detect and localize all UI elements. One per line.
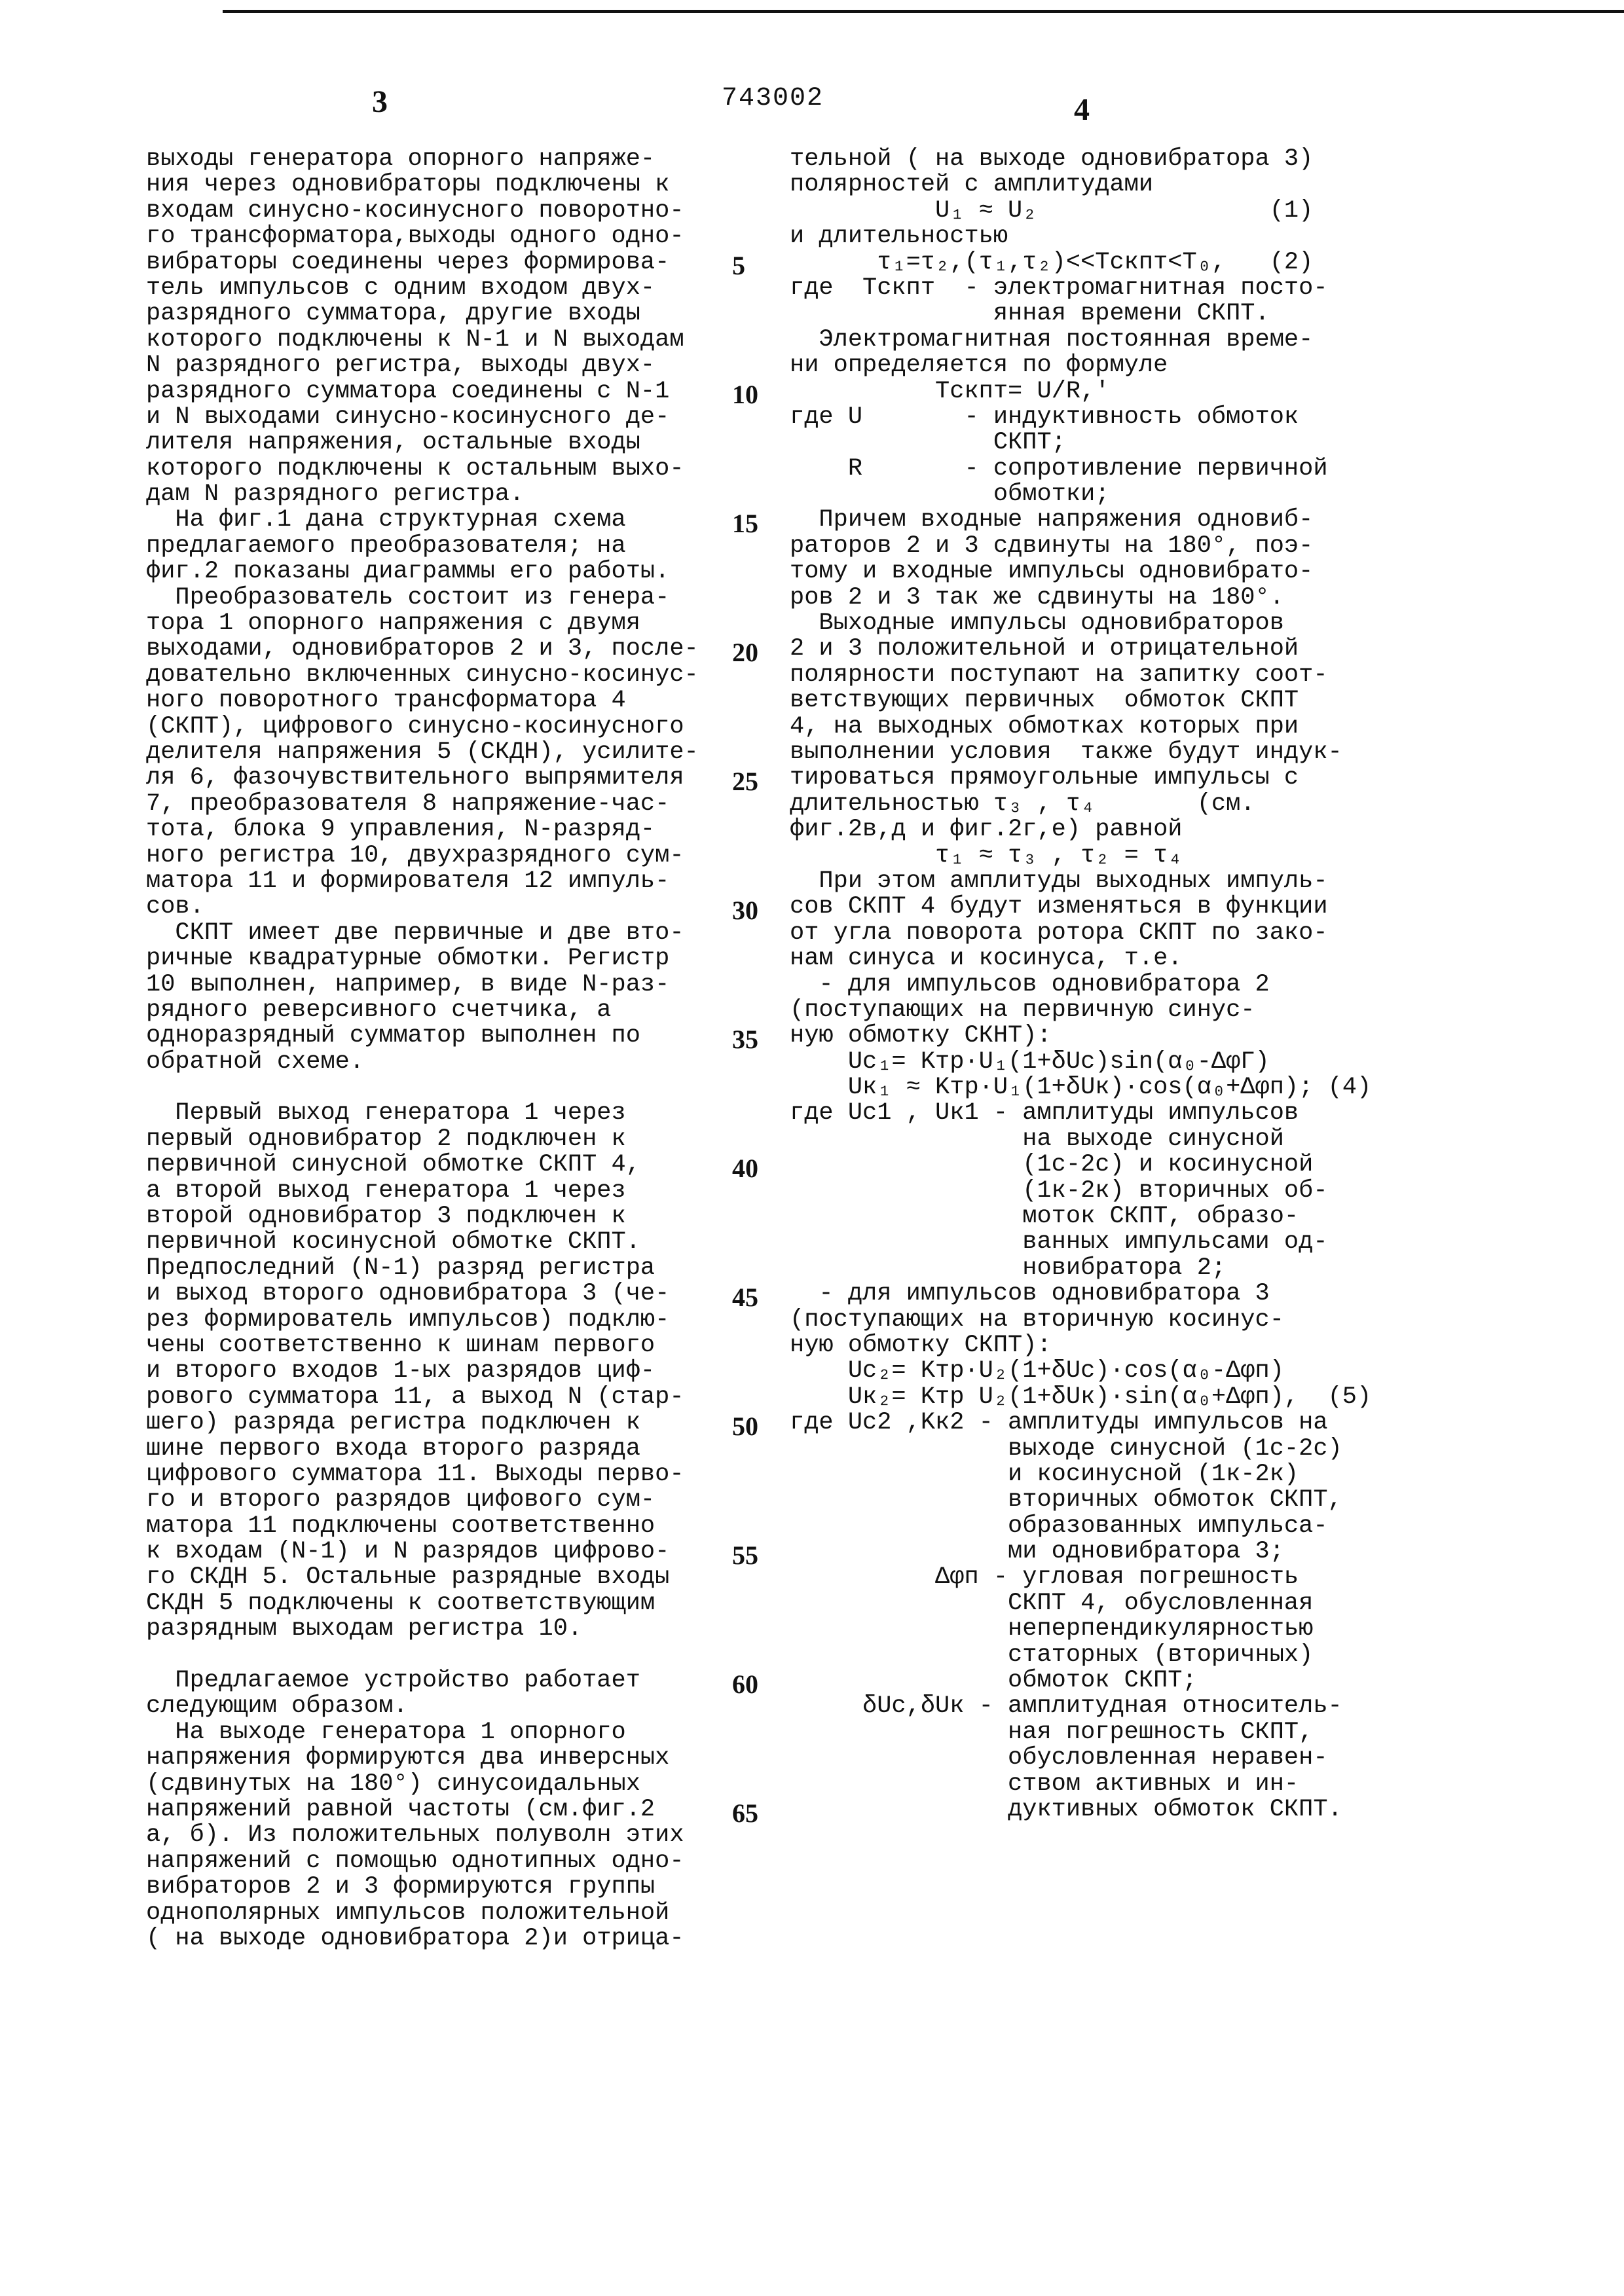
line-number: 50 <box>732 1411 758 1442</box>
text-line: напряжений равной частоты (см.фиг.2 <box>146 1797 699 1823</box>
text-line: τ₁ ≈ τ₃ , τ₂ = τ₄ <box>790 843 1371 869</box>
text-line: чены соответственно к шинам первого <box>146 1333 699 1358</box>
text-line: от угла поворота ротора СКПТ по зако- <box>790 920 1371 946</box>
text-line: Uc₁= Kтр·U₁(1+δUc)sin(α₀-ΔφГ) <box>790 1049 1371 1075</box>
page-number-right: 4 <box>1074 92 1090 128</box>
text-line: Uc₂= Kтр·U₂(1+δUc)·cos(α₀-Δφп) <box>790 1358 1371 1384</box>
text-line: и второго входов 1-ых разрядов циф- <box>146 1358 699 1384</box>
text-line: На выходе генератора 1 опорного <box>146 1720 699 1745</box>
text-line: 4, на выходных обмотках которых при <box>790 714 1371 740</box>
text-line: СКПТ 4, обусловленная <box>790 1591 1371 1616</box>
line-number: 15 <box>732 508 758 539</box>
text-line: рового сумматора 11, а выход N (стар- <box>146 1385 699 1410</box>
text-line: второй одновибратор 3 подключен к <box>146 1204 699 1230</box>
text-line: ля 6, фазочувствительного выпрямителя <box>146 765 699 791</box>
text-line: шине первого входа второго разряда <box>146 1436 699 1462</box>
text-line: δUc,δUк - амплитудная относитель- <box>790 1694 1371 1719</box>
text-line: первичной косинусной обмотке СКПТ. <box>146 1230 699 1255</box>
text-line: ния через одновибраторы подключены к <box>146 172 699 198</box>
text-line: моток СКПТ, образо- <box>790 1204 1371 1230</box>
text-line: образованных импульса- <box>790 1514 1371 1539</box>
text-line: полярности поступают на запитку соот- <box>790 663 1371 688</box>
text-line: сов СКПТ 4 будут изменяться в функции <box>790 894 1371 920</box>
text-line: ную обмотку СКПТ): <box>790 1333 1371 1358</box>
text-line: выходы генератора опорного напряже- <box>146 147 699 172</box>
text-line: тому и входные импульсы одновибрато- <box>790 559 1371 585</box>
text-line: На фиг.1 дана структурная схема <box>146 507 699 533</box>
text-line: делителя напряжения 5 (СКДН), усилите- <box>146 740 699 765</box>
text-line: матора 11 подключены соответственно <box>146 1514 699 1539</box>
text-line: разрядного сумматора, другие входы <box>146 301 699 327</box>
line-number: 5 <box>732 250 745 281</box>
text-line: U₁ ≈ U₂ (1) <box>790 198 1371 224</box>
text-line: го и второго разрядов цифового сум- <box>146 1487 699 1513</box>
right-column <box>790 147 1371 1823</box>
text-line: дам N разрядного регистра. <box>146 482 699 507</box>
text-line: ми одновибратора 3; <box>790 1539 1371 1565</box>
text-line: матора 11 и формирователя 12 импуль- <box>146 869 699 894</box>
text-line: рядного реверсивного счетчика, а <box>146 998 699 1023</box>
text-line: 7, преобразователя 8 напряжение-час- <box>146 792 699 817</box>
text-line: ного поворотного трансформатора 4 <box>146 688 699 714</box>
line-number: 40 <box>732 1153 758 1184</box>
text-line: тора 1 опорного напряжения с двумя <box>146 611 699 636</box>
text-line: разрядного сумматора соединены с N-1 <box>146 379 699 405</box>
text-line: которого подключены к N-1 и N выходам <box>146 327 699 353</box>
text-line <box>146 1075 699 1101</box>
text-line: и косинусной (1к-2к) <box>790 1462 1371 1487</box>
text-line: и длительностью <box>790 224 1371 249</box>
text-line: (сдвинутых на 180°) синусоидальных <box>146 1772 699 1797</box>
text-line: вибраторы соединены через формирова- <box>146 250 699 276</box>
text-line: СКПТ имеет две первичные и две вто- <box>146 920 699 946</box>
text-line: и выход второго одновибратора 3 (че- <box>146 1281 699 1307</box>
text-line: ством активных и ин- <box>790 1772 1371 1797</box>
text-line: ную обмотку СКНТ): <box>790 1023 1371 1049</box>
text-line: неперпендикулярностью <box>790 1616 1371 1642</box>
text-line: выходе синусной (1с-2с) <box>790 1436 1371 1462</box>
line-number: 10 <box>732 379 758 410</box>
text-line: выполнении условия также будут индук- <box>790 740 1371 765</box>
line-number: 60 <box>732 1669 758 1700</box>
text-line: цифрового сумматора 11. Выходы перво- <box>146 1462 699 1487</box>
text-line: янная времени СКПТ. <box>790 301 1371 327</box>
text-line: где Uc2 ,Kк2 - амплитуды импульсов на <box>790 1410 1371 1436</box>
text-line: одноразрядный сумматор выполнен по <box>146 1023 699 1049</box>
text-line: Предпоследний (N-1) разряд регистра <box>146 1256 699 1281</box>
text-line: N разрядного регистра, выходы двух- <box>146 353 699 378</box>
left-column <box>146 147 699 1952</box>
text-line: которого подключены к остальным выхо- <box>146 456 699 482</box>
text-line: однополярных импульсов положительной <box>146 1901 699 1926</box>
text-line: новибратора 2; <box>790 1256 1371 1281</box>
page-number-left: 3 <box>372 84 388 120</box>
text-line: (поступающих на первичную синус- <box>790 998 1371 1023</box>
text-line: обратной схеме. <box>146 1049 699 1075</box>
text-line: 10 выполнен, например, в виде N-раз- <box>146 972 699 998</box>
text-line: и N выходами синусно-косинусного де- <box>146 405 699 430</box>
text-line: на выходе синусной <box>790 1127 1371 1152</box>
text-line: (поступающих на вторичную косинус- <box>790 1307 1371 1333</box>
text-line: полярностей с амплитудами <box>790 172 1371 198</box>
text-line: Предлагаемое устройство работает <box>146 1668 699 1694</box>
text-line: предлагаемого преобразователя; на <box>146 534 699 559</box>
text-line: (1с-2с) и косинусной <box>790 1152 1371 1178</box>
text-line: Выходные импульсы одновибраторов <box>790 611 1371 636</box>
top-rule <box>223 10 1624 13</box>
text-line: τ₁=τ₂,(τ₁,τ₂)<<Tскпт<T₀, (2) <box>790 250 1371 276</box>
text-line: Первый выход генератора 1 через <box>146 1101 699 1126</box>
text-line: тель импульсов с одним входом двух- <box>146 276 699 301</box>
text-line: где U - индуктивность обмоток <box>790 405 1371 430</box>
text-line: дуктивных обмоток СКПТ. <box>790 1797 1371 1823</box>
text-line: выходами, одновибраторов 2 и 3, после- <box>146 636 699 662</box>
text-line: тироваться прямоугольные импульсы с <box>790 765 1371 791</box>
text-line: ного регистра 10, двухразрядного сум- <box>146 843 699 869</box>
text-line: СКПТ; <box>790 430 1371 456</box>
text-line: ров 2 и 3 так же сдвинуты на 180°. <box>790 585 1371 611</box>
text-line: тельной ( на выходе одновибратора 3) <box>790 147 1371 172</box>
text-line: вибраторов 2 и 3 формируются группы <box>146 1874 699 1900</box>
text-line: довательно включенных синусно-косинус- <box>146 663 699 688</box>
text-line: (1к-2к) вторичных об- <box>790 1178 1371 1204</box>
text-line: входам синусно-косинусного поворотно- <box>146 198 699 224</box>
line-number: 25 <box>732 766 758 797</box>
text-line: обмотки; <box>790 482 1371 507</box>
text-line: обмоток СКПТ; <box>790 1668 1371 1694</box>
text-line: фиг.2в,д и фиг.2г,е) равной <box>790 817 1371 843</box>
text-line: Tскпт= U/R,' <box>790 379 1371 405</box>
text-line: При этом амплитуды выходных импуль- <box>790 869 1371 894</box>
text-line: длительностью τ₃ , τ₄ (см. <box>790 792 1371 817</box>
line-number: 45 <box>732 1282 758 1313</box>
text-line: лителя напряжения, остальные входы <box>146 430 699 456</box>
text-line <box>146 1643 699 1668</box>
text-line: раторов 2 и 3 сдвинуты на 180°, поэ- <box>790 534 1371 559</box>
text-line: к входам (N-1) и N разрядов цифрово- <box>146 1539 699 1565</box>
text-line: сов. <box>146 894 699 920</box>
text-line: напряжений с помощью однотипных одно- <box>146 1849 699 1874</box>
line-number: 30 <box>732 895 758 926</box>
text-line: СКДН 5 подключены к соответствующим <box>146 1591 699 1616</box>
text-line: го трансформатора,выходы одного одно- <box>146 224 699 249</box>
text-line: вторичных обмоток СКПТ, <box>790 1487 1371 1513</box>
text-line: ванных импульсами од- <box>790 1230 1371 1255</box>
text-line: где Tскпт - электромагнитная посто- <box>790 276 1371 301</box>
text-line: первичной синусной обмотке СКПТ 4, <box>146 1152 699 1178</box>
text-line: ричные квадратурные обмотки. Регистр <box>146 946 699 972</box>
text-line: - для импульсов одновибратора 3 <box>790 1281 1371 1307</box>
text-line: статорных (вторичных) <box>790 1643 1371 1668</box>
text-line: фиг.2 показаны диаграммы его работы. <box>146 559 699 585</box>
line-number: 20 <box>732 637 758 668</box>
text-line: Преобразователь состоит из генера- <box>146 585 699 611</box>
text-line: Причем входные напряжения одновиб- <box>790 507 1371 533</box>
text-line: тота, блока 9 управления, N-разряд- <box>146 817 699 843</box>
line-number: 55 <box>732 1540 758 1571</box>
text-line: ( на выходе одновибратора 2)и отрица- <box>146 1926 699 1952</box>
line-number: 35 <box>732 1024 758 1055</box>
text-line: напряжения формируются два инверсных <box>146 1745 699 1771</box>
text-line: шего) разряда регистра подключен к <box>146 1410 699 1436</box>
text-line: Электромагнитная постоянная време- <box>790 327 1371 353</box>
text-line: Uк₁ ≈ Kтр·U₁(1+δUк)·cos(α₀+Δφп); (4) <box>790 1075 1371 1101</box>
text-line: первый одновибратор 2 подключен к <box>146 1127 699 1152</box>
text-line: обусловленная неравен- <box>790 1745 1371 1771</box>
text-line: - для импульсов одновибратора 2 <box>790 972 1371 998</box>
text-line: Δφп - угловая погрешность <box>790 1565 1371 1590</box>
text-line: ная погрешность СКПТ, <box>790 1720 1371 1745</box>
text-line: где Uc1 , Uк1 - амплитуды импульсов <box>790 1101 1371 1126</box>
text-line: R - сопротивление первичной <box>790 456 1371 482</box>
text-line: нам синуса и косинуса, т.е. <box>790 946 1371 972</box>
text-line: го СКДН 5. Остальные разрядные входы <box>146 1565 699 1590</box>
line-number: 65 <box>732 1798 758 1829</box>
text-line: разрядным выходам регистра 10. <box>146 1616 699 1642</box>
text-line: ни определяется по формуле <box>790 353 1371 378</box>
text-line: ветствующих первичных обмоток СКПТ <box>790 688 1371 714</box>
text-line: Uк₂= Kтр U₂(1+δUк)·sin(α₀+Δφп), (5) <box>790 1385 1371 1410</box>
document-number: 743002 <box>722 84 824 113</box>
text-line: а второй выход генератора 1 через <box>146 1178 699 1204</box>
text-line: 2 и 3 положительной и отрицательной <box>790 636 1371 662</box>
text-line: следующим образом. <box>146 1694 699 1719</box>
text-line: рез формирователь импульсов) подклю- <box>146 1307 699 1333</box>
text-line: (СКПТ), цифрового синусно-косинусного <box>146 714 699 740</box>
text-line: а, б). Из положительных полуволн этих <box>146 1823 699 1848</box>
